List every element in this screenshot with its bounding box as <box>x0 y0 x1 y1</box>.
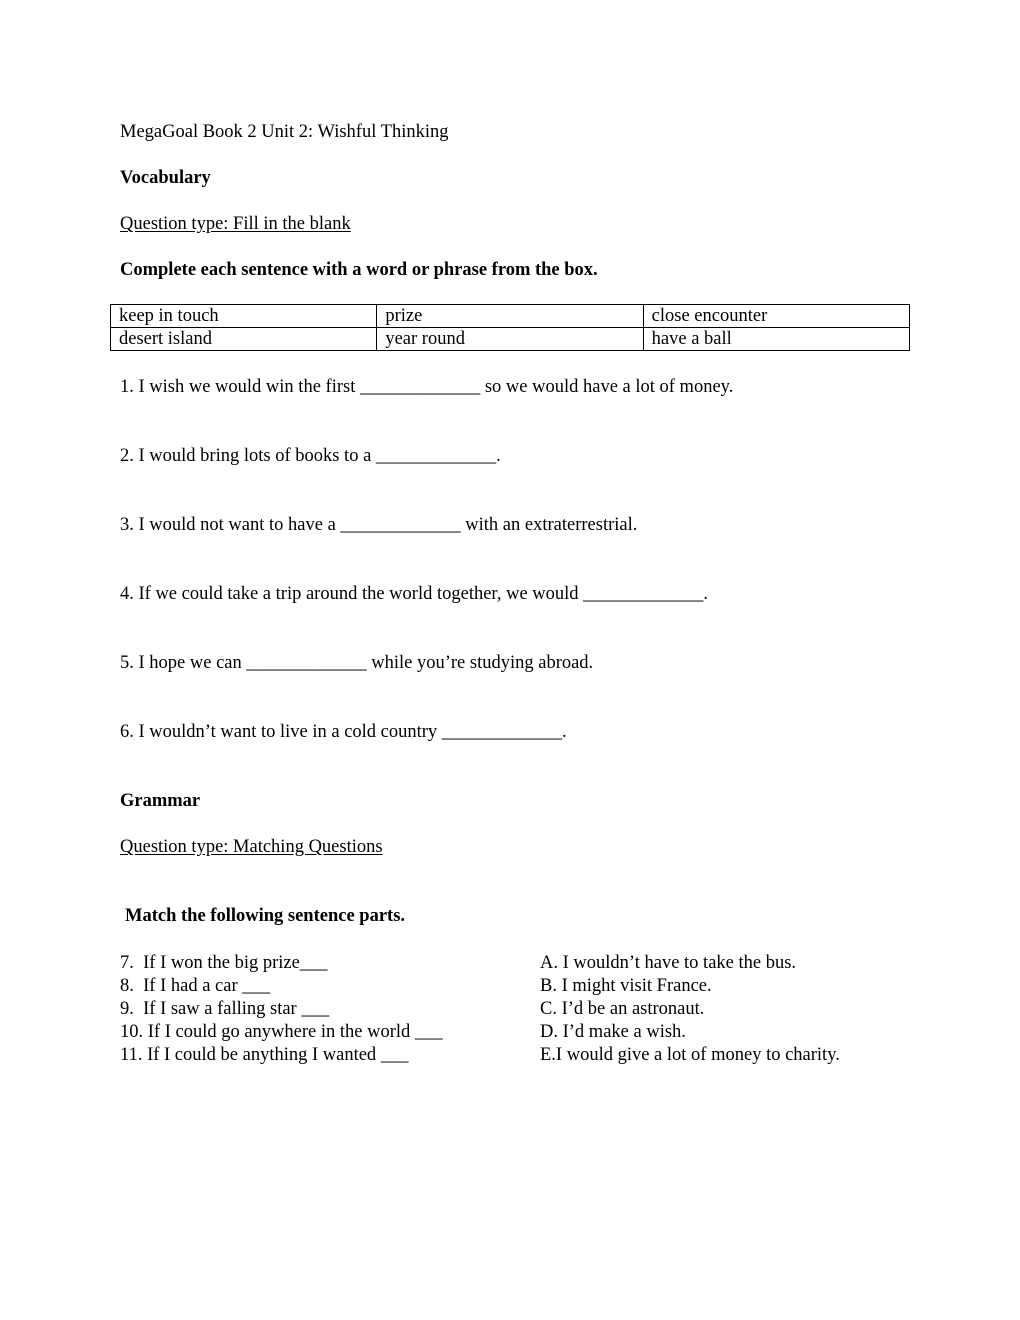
vocabulary-heading: Vocabulary <box>120 168 211 188</box>
matching-right-item: B. I might visit France. <box>540 976 712 996</box>
grammar-instruction: Match the following sentence parts. <box>125 906 406 926</box>
matching-right-item: A. I wouldn’t have to take the bus. <box>540 953 797 973</box>
word-box-row <box>111 328 910 351</box>
word-box-row <box>111 305 910 328</box>
matching-right-item: D. I’d make a wish. <box>540 1022 686 1042</box>
word-box-cell: keep in touch <box>111 305 377 328</box>
matching-right-item: C. I’d be an astronaut. <box>540 999 705 1019</box>
matching-right-item: E.I would give a lot of money to charity. <box>540 1045 840 1065</box>
matching-left-column <box>120 952 443 1067</box>
sentence-5: 5. I hope we can _____________ while you’re studying abroad. <box>120 653 594 673</box>
sentence-4: 4. If we could take a trip around the world together, we would _____________. <box>120 584 709 604</box>
matching-left-item: 7. If I won the big prize___ <box>120 953 328 973</box>
matching-left-item: 11. If I could be anything I wanted ___ <box>120 1045 409 1065</box>
word-box-cell: have a ball <box>643 328 909 351</box>
sentence-2: 2. I would bring lots of books to a _____________. <box>120 446 501 466</box>
matching-left-item: 10. If I could go anywhere in the world ___ <box>120 1022 443 1042</box>
grammar-heading: Grammar <box>120 791 201 811</box>
sentence-6: 6. I wouldn’t want to live in a cold country _____________. <box>120 722 567 742</box>
sentence-1: 1. I wish we would win the first _____________ so we would have a lot of money. <box>120 377 734 397</box>
word-box-cell: desert island <box>111 328 377 351</box>
document-title: MegaGoal Book 2 Unit 2: Wishful Thinking <box>120 122 449 142</box>
vocabulary-instruction: Complete each sentence with a word or phrase from the box. <box>120 260 598 280</box>
sentence-3: 3. I would not want to have a _____________ with an extraterrestrial. <box>120 515 638 535</box>
word-box-table <box>110 304 910 351</box>
vocabulary-question-type: Question type: Fill in the blank <box>120 214 351 234</box>
word-box-cell: close encounter <box>643 305 909 328</box>
matching-right-column <box>540 952 840 1067</box>
matching-left-item: 8. If I had a car ___ <box>120 976 270 996</box>
word-box-cell: year round <box>377 328 643 351</box>
grammar-question-type: Question type: Matching Questions <box>120 837 383 857</box>
matching-left-item: 9. If I saw a falling star ___ <box>120 999 330 1019</box>
word-box-cell: prize <box>377 305 643 328</box>
